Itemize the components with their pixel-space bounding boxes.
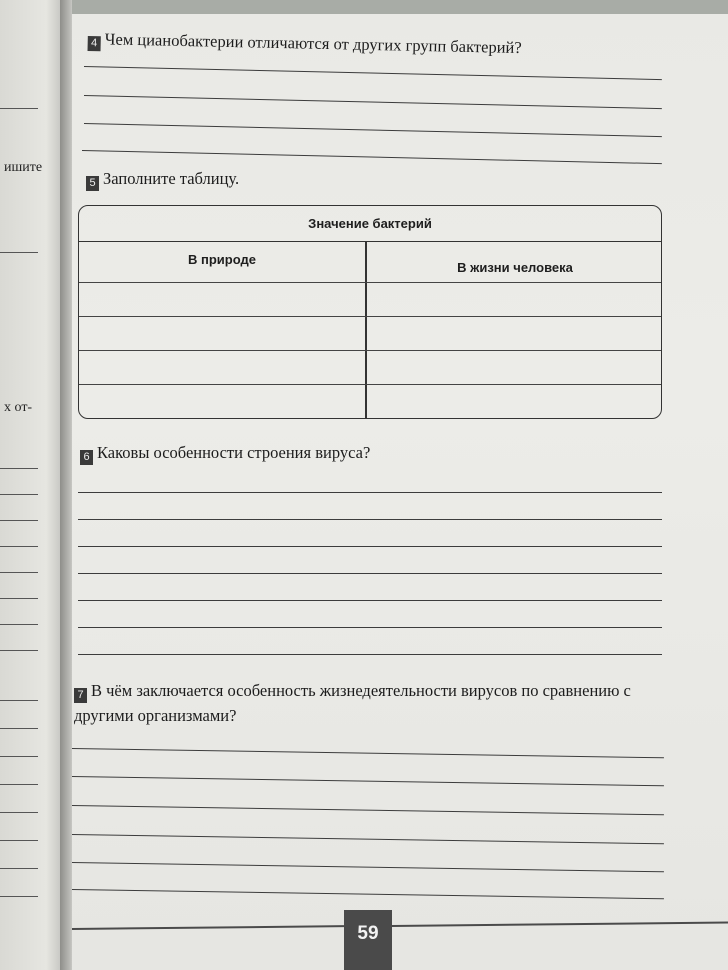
- left-page-line: [0, 868, 38, 869]
- left-page-line: [0, 784, 38, 785]
- left-page-line: [0, 756, 38, 757]
- table-row-line: [79, 350, 661, 351]
- left-page-line: [0, 700, 38, 701]
- answer-line[interactable]: [78, 546, 662, 547]
- answer-line[interactable]: [72, 748, 664, 758]
- answer-line[interactable]: [72, 805, 664, 815]
- left-page-fragment: ишите: [4, 160, 43, 175]
- left-page-line: [0, 812, 38, 813]
- answer-line[interactable]: [78, 627, 662, 628]
- answer-line[interactable]: [82, 150, 662, 164]
- question-number-badge: 4: [88, 36, 101, 51]
- table-row-line: [79, 316, 661, 317]
- table-column-human-life: В жизни человека: [457, 260, 573, 275]
- answer-line[interactable]: [84, 123, 662, 137]
- footer-rule-left: [72, 925, 344, 929]
- left-page-line: [0, 598, 38, 599]
- answer-line[interactable]: [72, 834, 664, 844]
- answer-line[interactable]: [78, 573, 662, 574]
- question-4: [88, 28, 522, 60]
- left-page-line: [0, 728, 38, 729]
- left-page-line: [0, 520, 38, 521]
- workbook-page: [72, 0, 728, 970]
- bacteria-significance-table: [78, 205, 662, 419]
- answer-line[interactable]: [72, 862, 664, 872]
- answer-line[interactable]: [72, 776, 664, 786]
- left-page-line: [0, 650, 38, 651]
- left-page-line: [0, 840, 38, 841]
- answer-line[interactable]: [78, 492, 662, 493]
- answer-line[interactable]: [84, 95, 662, 109]
- question-number-badge: 7: [74, 688, 87, 703]
- top-decorative-strip: [72, 0, 728, 14]
- question-5: [86, 168, 239, 191]
- question-number-badge: 6: [80, 450, 93, 465]
- answer-line[interactable]: [84, 66, 662, 80]
- left-page-line: [0, 494, 38, 495]
- table-column-divider: [365, 242, 367, 419]
- table-column-nature: В природе: [188, 252, 256, 267]
- question-7-text: В чём заключается особенность жизнедеятельности вирусов по сравнению с другими организмами?: [74, 681, 631, 725]
- answer-line[interactable]: [78, 519, 662, 520]
- answer-line[interactable]: [78, 654, 662, 655]
- question-6: [80, 442, 370, 465]
- left-page-line: [0, 108, 38, 109]
- question-4-text: Чем цианобактерии отличаются от других групп бактерий?: [104, 29, 522, 58]
- left-page-line: [0, 896, 38, 897]
- question-7: [74, 678, 668, 728]
- page-number: 59: [344, 910, 392, 970]
- left-page-line: [0, 572, 38, 573]
- question-5-text: Заполните таблицу.: [103, 169, 240, 188]
- left-page-fragment: х от-: [4, 400, 33, 415]
- question-number-badge: 5: [86, 176, 99, 191]
- answer-line[interactable]: [72, 889, 664, 899]
- table-title: Значение бактерий: [79, 206, 661, 242]
- left-page-line: [0, 546, 38, 547]
- footer-rule-right: [392, 921, 728, 926]
- previous-page-edge: [0, 0, 66, 970]
- left-page-line: [0, 468, 38, 469]
- question-6-text: Каковы особенности строения вируса?: [97, 443, 371, 462]
- left-page-line: [0, 624, 38, 625]
- table-row-line: [79, 384, 661, 385]
- left-page-line: [0, 252, 38, 253]
- answer-line[interactable]: [78, 600, 662, 601]
- table-row-line: [79, 282, 661, 283]
